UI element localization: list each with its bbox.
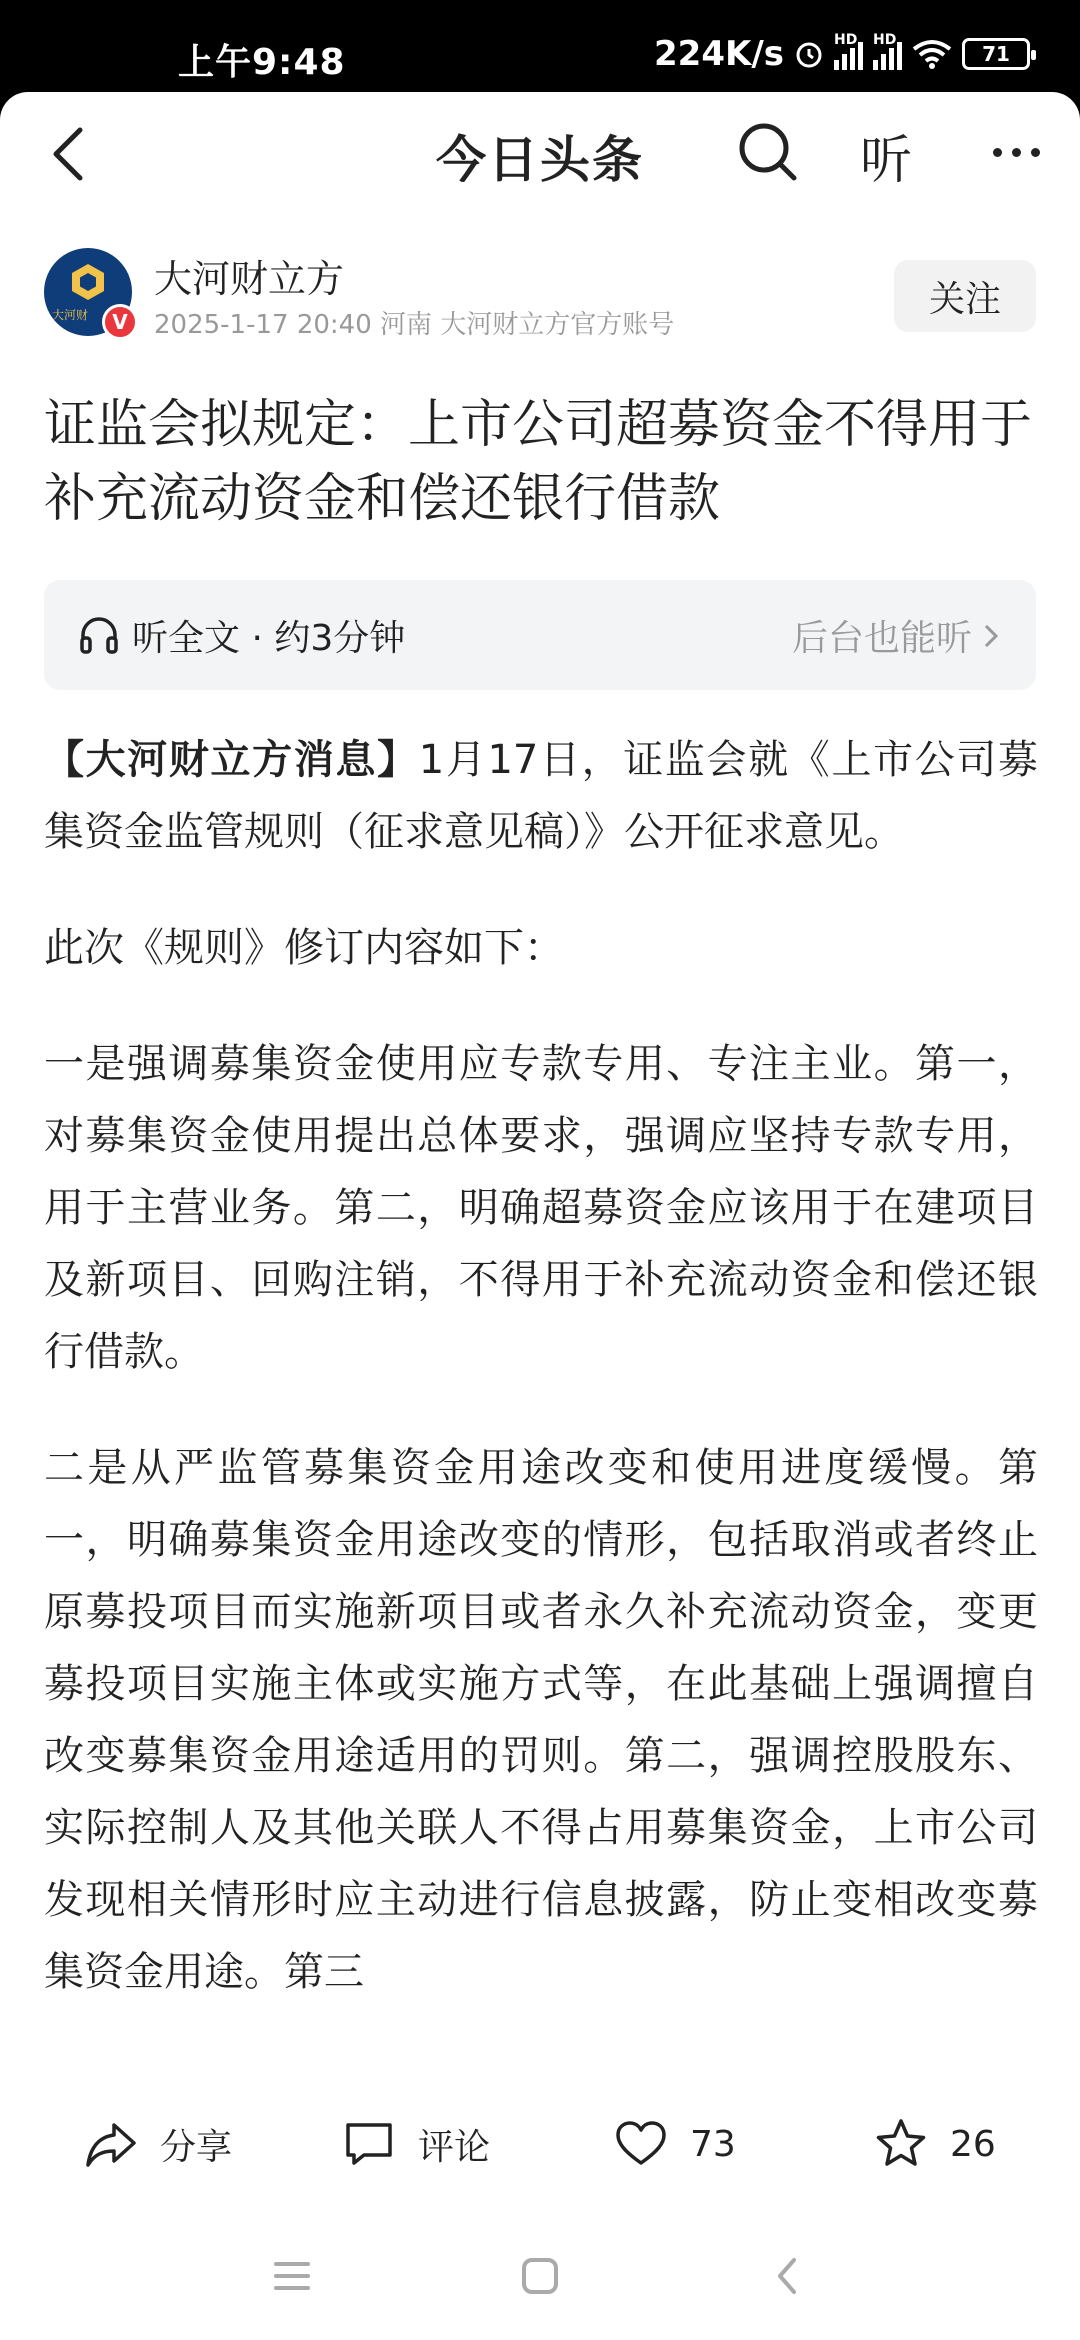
share-button[interactable] [84, 2112, 232, 2176]
more-icon [993, 148, 1002, 157]
chevron-right-icon [984, 624, 998, 648]
bottom-action-bar [0, 2076, 1080, 2212]
signal-2-icon: HD [873, 38, 902, 70]
search-icon [732, 116, 804, 188]
comment-icon [342, 2117, 396, 2171]
article-paragraph: 二是从严监管募集资金用途改变和使用进度缓慢。第一，明确募集资金用途改变的情形，包括取消或者终止原募投项目而实施新项目或者永久补充流动资金，变更募投项目实施主体或实施方式等，在此基础上强调擅自改变募集资金用途适用的罚则。第二，强调控股股东、实际控制人及其他关联人不得占用募集资金，上市公司发现相关情形时应主动进行信息披露，防止变相改变募集资金用途。第三 [44, 1445, 1038, 1995]
article-headline: 证监会拟规定：上市公司超募资金不得用于补充流动资金和偿还银行借款 [44, 395, 1033, 529]
app-title: 今日头条 [436, 131, 644, 189]
listen-button[interactable]: 听 [860, 131, 913, 191]
listen-full-text-bar[interactable] [44, 580, 1036, 690]
wifi-icon [912, 39, 952, 69]
lead-source: 【大河财立方消息】 [44, 737, 419, 783]
battery-icon: 71 [962, 38, 1030, 70]
comment-button[interactable] [342, 2112, 490, 2176]
lead-text: 1月17日，证监会就《上市公司募集资金监管规则（征求意见稿）》公开征求意见。 [44, 737, 1038, 855]
follow-button[interactable]: 关注 [894, 260, 1036, 332]
system-nav-bar [0, 2212, 1080, 2340]
home-square-icon[interactable] [518, 2254, 562, 2298]
verified-badge: V [102, 304, 138, 340]
listen-label: 听全文 · 约3分钟 [132, 618, 406, 659]
app-bar [0, 92, 1080, 212]
like-count: 73 [690, 2123, 736, 2165]
status-right [654, 34, 1030, 74]
star-icon [874, 2117, 928, 2171]
share-label: 分享 [160, 2126, 233, 2168]
more-button[interactable] [980, 116, 1052, 188]
avatar-logo-text: 大河财 [52, 308, 89, 322]
favorite-count: 26 [950, 2123, 996, 2165]
headphones-icon [78, 614, 120, 656]
network-speed: 224K/s [654, 34, 784, 74]
back-triangle-icon[interactable] [766, 2254, 810, 2298]
article-meta: 2025-1-17 20:40 河南 大河财立方官方账号 [154, 310, 675, 340]
heart-icon [614, 2117, 668, 2171]
author-block [44, 248, 1036, 348]
signal-1-icon: HD [834, 38, 863, 70]
comment-label: 评论 [418, 2126, 491, 2168]
article-body [44, 724, 1038, 2076]
menu-icon[interactable] [270, 2254, 314, 2298]
favorite-button[interactable] [874, 2112, 996, 2176]
status-time: 上午9:48 [178, 42, 346, 83]
logo-hexagon-icon [68, 262, 108, 302]
article-paragraph: 一是强调募集资金使用应专款专用、专注主业。第一，对募集资金使用提出总体要求，强调应坚持专款专用，用于主营业务。第二，明确超募资金应该用于在建项目及新项目、回购注销，不得用于补充流动资金和偿还银行借款。 [44, 1041, 1038, 1375]
background-play-link[interactable]: 后台也能听 [792, 610, 998, 661]
author-name[interactable]: 大河财立方 [154, 257, 345, 301]
article-paragraph-lead [44, 724, 1038, 868]
search-button[interactable] [732, 116, 804, 188]
share-icon [84, 2117, 138, 2171]
like-button[interactable] [614, 2112, 736, 2176]
alarm-icon [794, 39, 824, 69]
article-paragraph: 此次《规则》修订内容如下： [44, 925, 564, 971]
